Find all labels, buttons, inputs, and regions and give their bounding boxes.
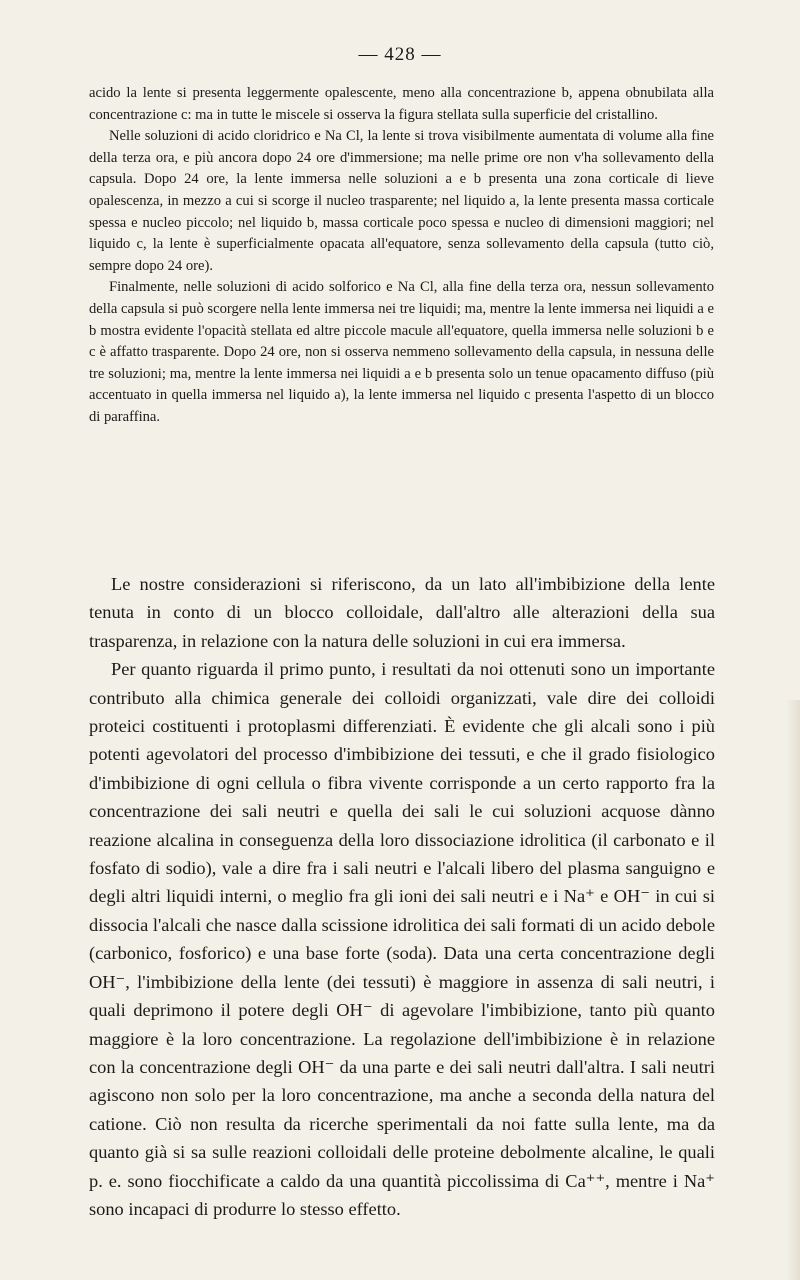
- paragraph: Finalmente, nelle soluzioni di acido solforico e Na Cl, alla fine della terza ora, nessun sollevamento della capsula si può scorgere nella lente immersa nei tre liquidi; ma, mentre la lente immersa nei liquidi a e b mostra evidente l'opacità stellata ed altre piccole macule all'equatore, quella immersa nelle soluzioni b e c è affatto trasparente. Dopo 24 ore, non si osserva nemmeno sollevamento della capsula, in nessuna delle tre soluzioni; ma, mentre la lente immersa nei liquidi a e b presenta solo un tenue opacamento diffuso (più accentuato in quella immersa nel liquido a), la lente immersa nel liquido c presenta l'aspetto di un blocco di paraffina.: [89, 279, 714, 425]
- page-number: — 428 —: [358, 44, 442, 65]
- page-edge-shadow: [786, 700, 800, 1280]
- paragraph: acido la lente si presenta leggermente opalescente, meno alla concentrazione b, appena obnubilata alla concentrazione c: ma in tutte le miscele si osserva la figura stellata sulla superficie del cristallino.: [89, 85, 714, 123]
- large-print-section: [89, 570, 715, 1223]
- paragraph: Nelle soluzioni di acido cloridrico e Na Cl, la lente si trova visibilmente aumentata di volume alla fine della terza ora, e più ancora dopo 24 ore d'immersione; ma nelle prime ore non v'ha sollevamento della capsula. Dopo 24 ore, la lente immersa nelle soluzioni a e b presenta una zona corticale di lieve opalescenza, in mezzo a cui si scorge il nucleo trasparente; nel liquido a, la lente presenta massa corticale spessa e nucleo piccolo; nel liquido b, massa corticale poco spessa e nucleo di dimensioni maggiori; nel liquido c, la lente è superficialmente opacata all'equatore, senza sollevamento della capsula (tutto ciò, sempre dopo 24 ore).: [89, 128, 714, 274]
- small-print-section: [89, 83, 714, 429]
- paragraph: Per quanto riguarda il primo punto, i resultati da noi ottenuti sono un importante contributo alla chimica generale dei colloidi organizzati, vale dire dei colloidi proteici costituenti i protoplasmi differenziati. È evidente che gli alcali sono i più potenti agevolatori del processo d'imbibizione dei tessuti, e che il grado fisiologico d'imbibizione di ogni cellula o fibra vivente corrisponde a un certo rapporto fra la concentrazione dei sali neutri e quella dei sali le cui soluzioni acquose dànno reazione alcalina in conseguenza della loro dissociazione idrolitica (il carbonato e il fosfato di sodio), vale a dire fra i sali neutri e l'alcali libero del plasma sanguigno e degli altri liquidi interni, o meglio fra gli ioni dei sali neutri e i Na⁺ e OH⁻ in cui si dissocia l'alcali che nasce dalla scissione idrolitica dei sali formati di un acido debole (carbonico, fosforico) e una base forte (soda). Data una certa concentrazione degli OH⁻, l'imbibizione della lente (dei tessuti) è maggiore in assenza di sali neutri, i quali deprimono il potere degli OH⁻ di agevolare l'imbibizione, tanto più quanto maggiore è la loro concentrazione. La regolazione dell'imbibizione è in relazione con la concentrazione degli OH⁻ da una parte e dei sali neutri dall'altra. I sali neutri agiscono non solo per la loro concentrazione, ma anche a seconda della natura del catione. Ciò non resulta da ricerche sperimentali da noi fatte sulla lente, ma da quanto già si sa sulle reazioni colloidali delle proteine debolmente alcaline, le quali p. e. sono fiocchificate a caldo da una quantità piccolissima di Ca⁺⁺, mentre i Na⁺ sono incapaci di produrre lo stesso effetto.: [89, 659, 715, 1219]
- paragraph: Le nostre considerazioni si riferiscono, da un lato all'imbibizione della lente tenuta in conto di un blocco colloidale, dall'altro alle alterazioni della sua trasparenza, in relazione con la natura delle soluzioni in cui era immersa.: [89, 574, 715, 651]
